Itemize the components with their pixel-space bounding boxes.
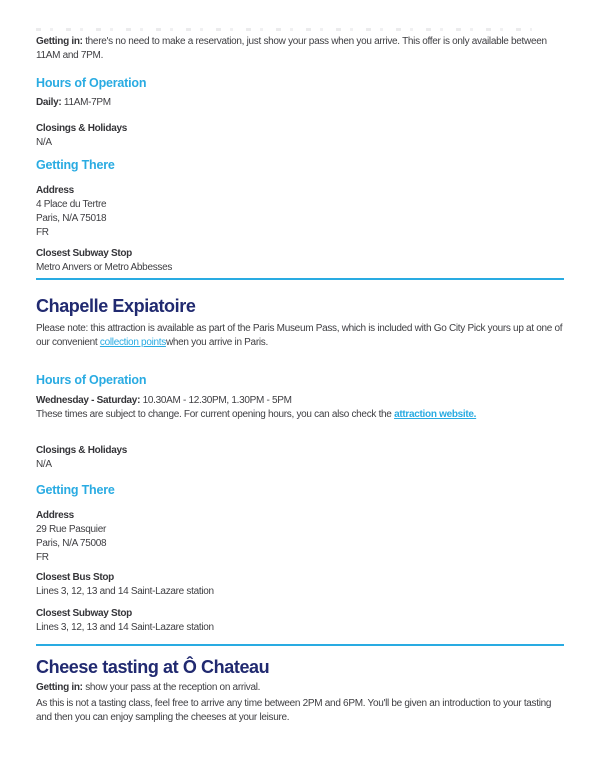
bus-stop-label: Closest Bus Stop [36, 572, 114, 583]
closings-label: Closings & Holidays [36, 445, 127, 456]
getting-there-heading: Getting There [36, 483, 115, 497]
address-block [36, 184, 564, 240]
hours-label: Wednesday - Saturday: [36, 395, 141, 406]
subway-stop-label: Closest Subway Stop [36, 248, 132, 259]
attraction-section-chapelle-expiatoire [36, 293, 564, 635]
attraction-website-link[interactable]: attraction website. [394, 409, 477, 420]
address-line: 4 Place du Tertre [36, 199, 107, 210]
museum-pass-note [36, 322, 564, 350]
hours-of-operation-heading: Hours of Operation [36, 373, 147, 387]
getting-in-paragraph [36, 681, 564, 695]
getting-in-text: show your pass at the reception on arrival. [85, 682, 261, 693]
getting-there-heading: Getting There [36, 158, 115, 172]
address-label: Address [36, 510, 74, 521]
address-line: 29 Rue Pasquier [36, 524, 106, 535]
clipped-text-remnant [36, 28, 532, 31]
section-divider [36, 278, 564, 280]
getting-in-paragraph [36, 35, 564, 63]
collection-points-link[interactable]: collection points [99, 337, 166, 348]
address-line: FR [36, 227, 49, 238]
section-divider [36, 644, 564, 646]
section-title: Cheese tasting at Ô Chateau [36, 657, 270, 677]
closings-block [36, 444, 564, 472]
hours-note-line [36, 408, 564, 422]
getting-in-label: Getting in: [36, 36, 83, 47]
getting-in-text: there's no need to make a reservation, just show your pass when you arrive. This offer is only available between 11AM and 7PM. [36, 36, 547, 61]
address-label: Address [36, 185, 74, 196]
bus-stop-value: Lines 3, 12, 13 and 14 Saint-Lazare station [36, 586, 214, 597]
closings-value: N/A [36, 459, 52, 470]
address-line: Paris, N/A 75008 [36, 538, 107, 549]
hours-line [36, 394, 564, 408]
bus-stop-block [36, 571, 564, 599]
closings-value: N/A [36, 137, 52, 148]
hours-block [36, 394, 564, 422]
attraction-section-1 [36, 35, 564, 275]
subway-stop-label: Closest Subway Stop [36, 608, 132, 619]
address-block [36, 509, 564, 565]
hours-value: 10.30AM - 12.30PM, 1.30PM - 5PM [142, 395, 292, 406]
hours-line [36, 96, 564, 110]
hours-note-text: These times are subject to change. For current opening hours, you can also check the [36, 409, 392, 420]
section-title: Chapelle Expiatoire [36, 296, 196, 316]
subway-stop-value: Lines 3, 12, 13 and 14 Saint-Lazare station [36, 622, 214, 633]
note-text-before: Please note: this attraction is available as part of the Paris Museum Pass, which is included with Go City Pick yours up at one of our convenient [36, 323, 563, 348]
subway-stop-block [36, 247, 564, 275]
closings-label: Closings & Holidays [36, 123, 127, 134]
subway-stop-block [36, 607, 564, 635]
hours-label: Daily: [36, 97, 62, 108]
address-line: FR [36, 552, 49, 563]
hours-value: 11AM-7PM [63, 97, 111, 108]
closings-block [36, 122, 564, 150]
note-text-after: when you arrive in Paris. [165, 337, 268, 348]
address-line: Paris, N/A 75018 [36, 213, 107, 224]
getting-in-label: Getting in: [36, 682, 83, 693]
tasting-details-paragraph: As this is not a tasting class, feel free to arrive any time between 2PM and 6PM. You'll be given an introduction to your tasting and then you can enjoy sampling the cheeses at your leisure. [36, 698, 552, 723]
attraction-section-cheese-tasting [36, 654, 564, 725]
hours-of-operation-heading: Hours of Operation [36, 76, 147, 90]
subway-stop-value: Metro Anvers or Metro Abbesses [36, 262, 173, 273]
